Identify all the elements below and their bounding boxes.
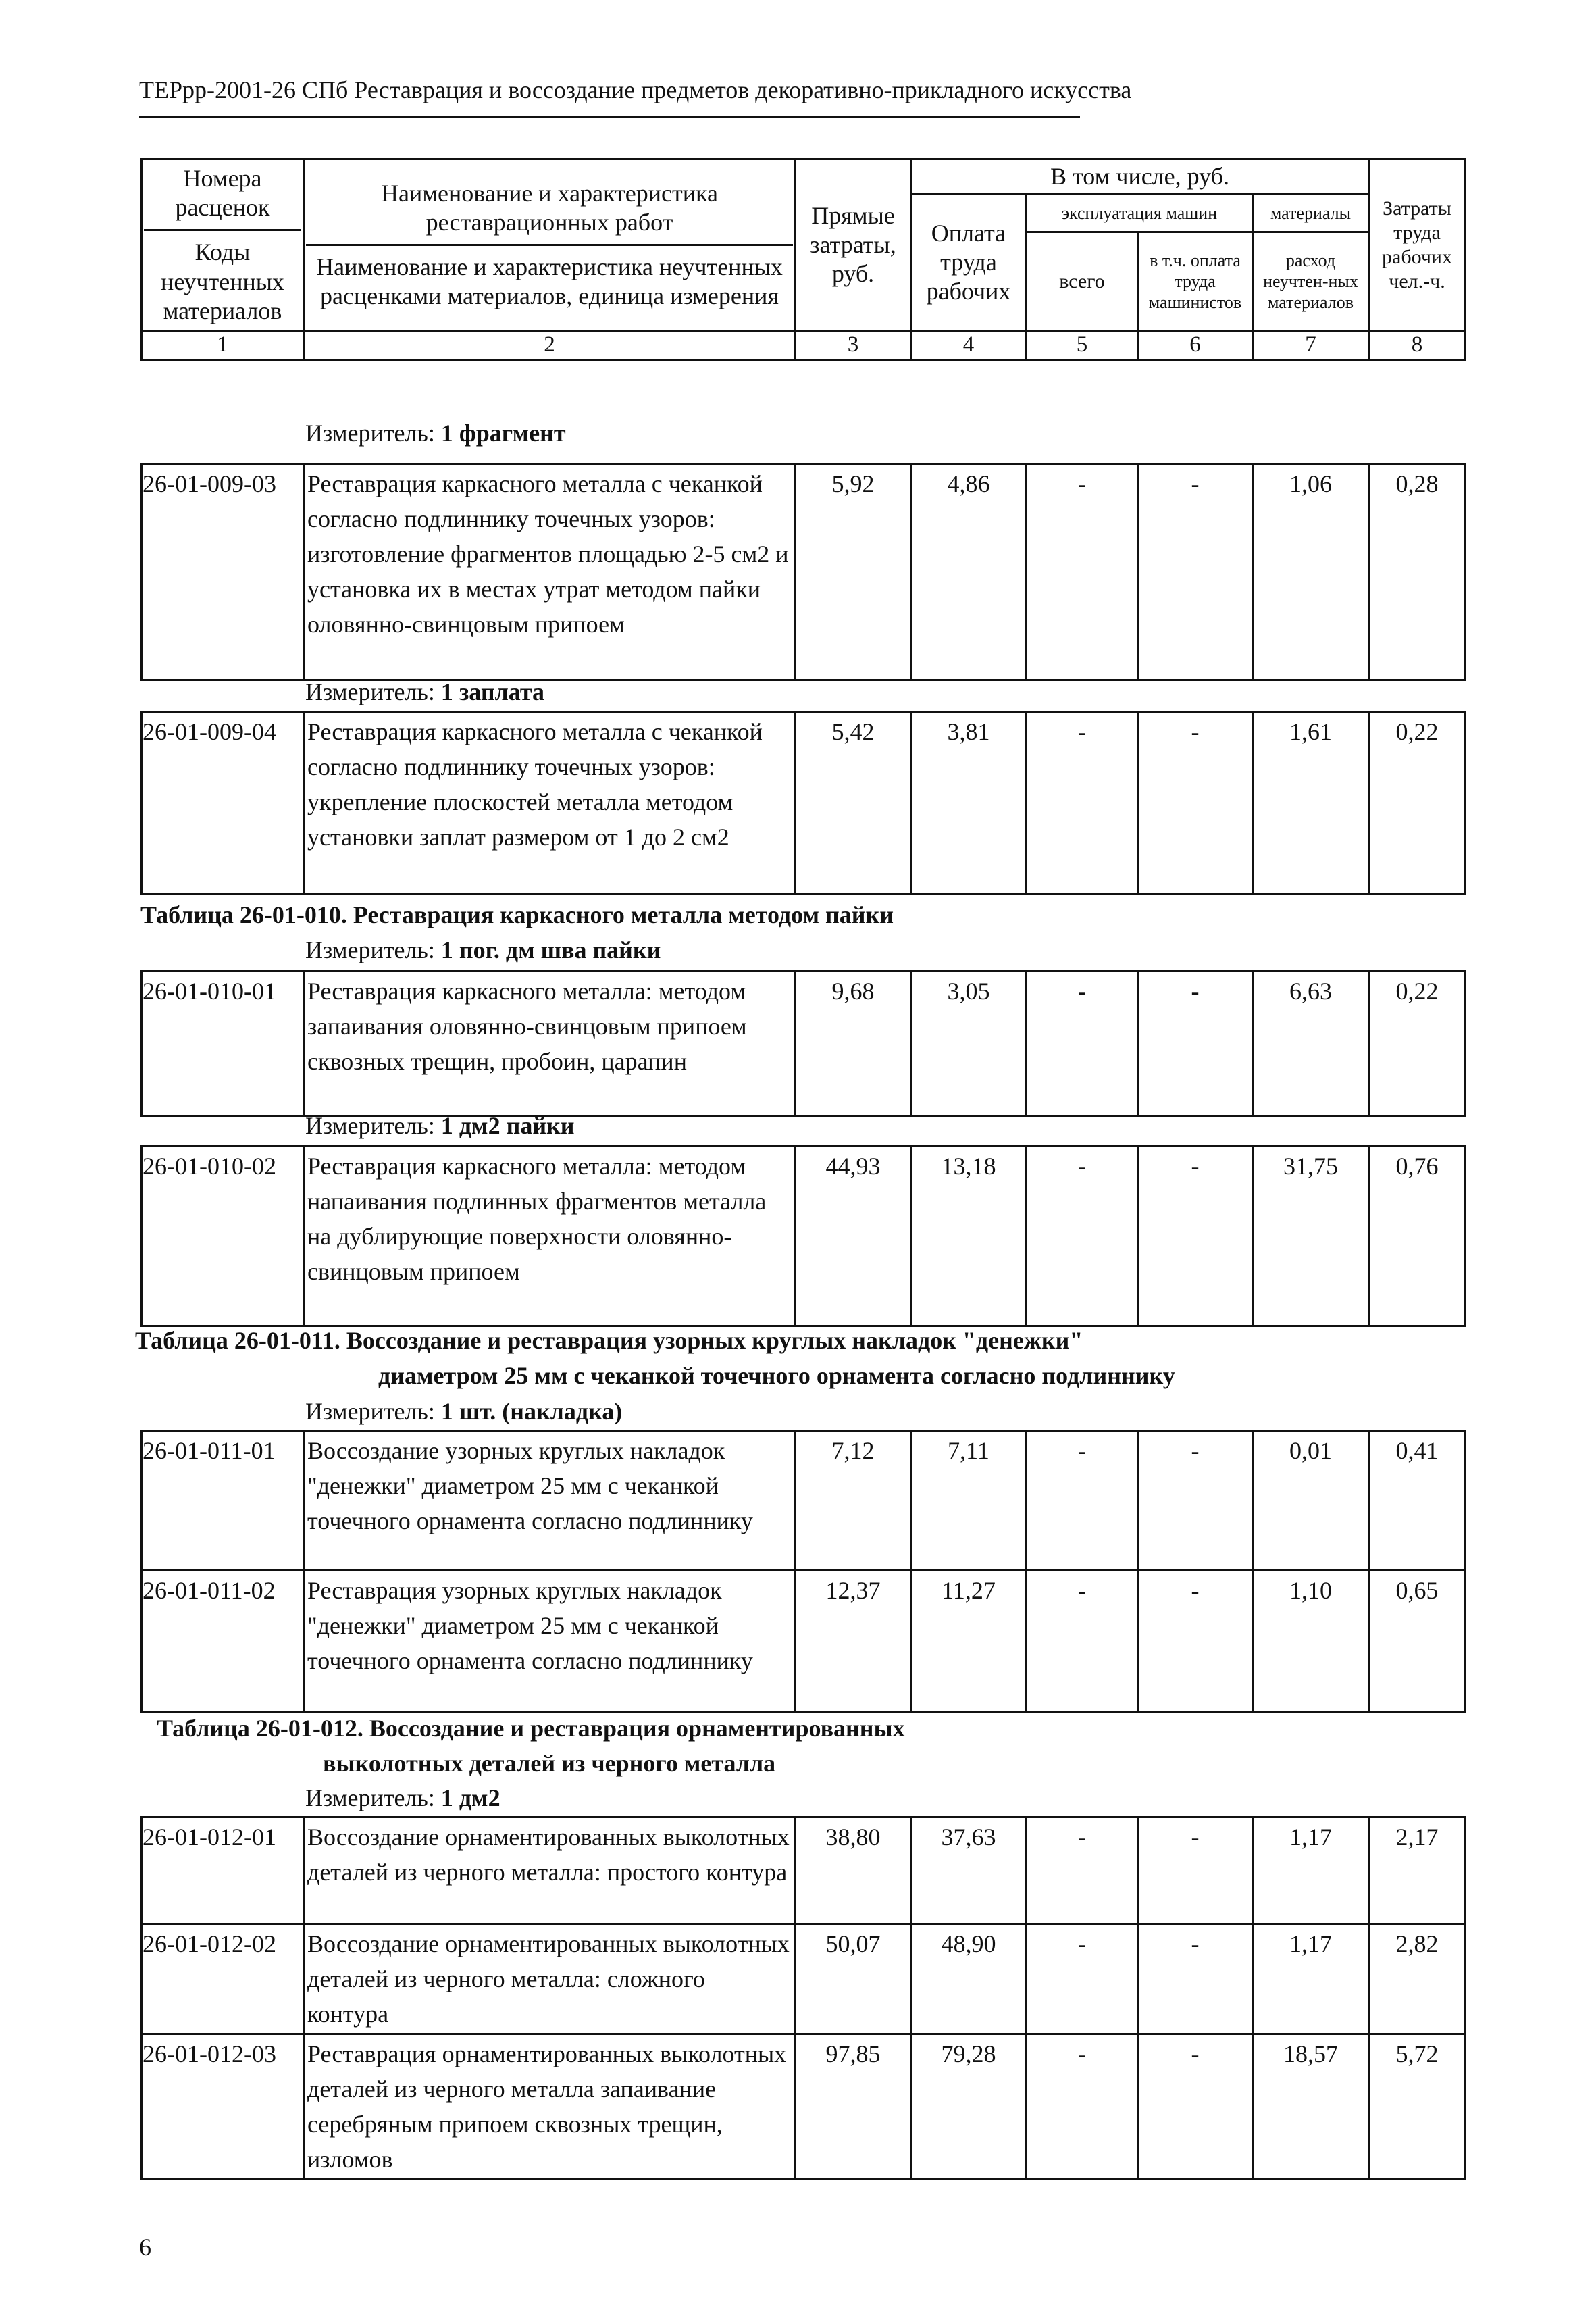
labor-hours-value: 0,76 xyxy=(1369,1147,1466,1326)
direct-costs-value: 7,12 xyxy=(796,1431,911,1571)
machines-total-value: - xyxy=(1027,1817,1138,1924)
machines-total-value: - xyxy=(1027,2034,1138,2180)
header-number-6: 6 xyxy=(1138,331,1253,360)
labor-pay-value: 79,28 xyxy=(911,2034,1027,2180)
direct-costs-value: 44,93 xyxy=(796,1147,911,1326)
rate-code: 26-01-011-02 xyxy=(142,1571,304,1713)
direct-costs-value: 97,85 xyxy=(796,2034,911,2180)
table-row xyxy=(142,2034,1466,2180)
table-row xyxy=(142,972,1466,1116)
labor-hours-value: 2,17 xyxy=(1369,1817,1466,1924)
table-row xyxy=(142,712,1466,895)
measure-label: Измеритель: xyxy=(305,1112,435,1139)
measure-label: Измеритель: xyxy=(305,1784,435,1811)
measure-label: Измеритель: xyxy=(305,678,435,705)
rate-code: 26-01-009-04 xyxy=(142,712,304,895)
rate-description: Воссоздание узорных круглых накладок "денежки" диаметром 25 мм с чеканкой точечного орнамента согласно подлиннику xyxy=(304,1431,796,1571)
rates-table xyxy=(140,1816,1466,2180)
table-caption-line2: диаметром 25 мм с чеканкой точечного орнамента согласно подлиннику xyxy=(378,1362,1175,1389)
labor-pay-value: 3,81 xyxy=(911,712,1027,895)
labor-hours-value: 2,82 xyxy=(1369,1924,1466,2034)
machines-total-value: - xyxy=(1027,712,1138,895)
rate-description: Реставрация каркасного металла с чеканкой согласно подлиннику точечных узоров: укрепление плоскостей металла методом установки заплат размером от 1 до 2 см2 xyxy=(304,712,796,895)
rates-table xyxy=(140,711,1466,895)
header-materials-usage: расход неучтен-ных материалов xyxy=(1253,232,1369,331)
machinist-pay-value: - xyxy=(1138,1924,1253,2034)
machines-total-value: - xyxy=(1027,464,1138,680)
header-group: В том числе, руб. xyxy=(911,159,1369,195)
header-rate-numbers xyxy=(142,159,304,331)
machines-total-value: - xyxy=(1027,1571,1138,1713)
labor-hours-value: 0,22 xyxy=(1369,972,1466,1116)
rate-description: Воссоздание орнаментированных выколотных деталей из черного металла: простого контура xyxy=(304,1817,796,1924)
measure-label: Измеритель: xyxy=(305,420,435,447)
table-caption: Таблица 26-01-010. Реставрация каркасного металла методом пайки xyxy=(140,901,894,928)
machinist-pay-value: - xyxy=(1138,972,1253,1116)
machinist-pay-value: - xyxy=(1138,1147,1253,1326)
labor-hours-value: 5,72 xyxy=(1369,2034,1466,2180)
rate-code: 26-01-012-02 xyxy=(142,1924,304,2034)
column-header-table xyxy=(140,158,1466,361)
labor-pay-value: 4,86 xyxy=(911,464,1027,680)
measure-label: Измеритель: xyxy=(305,1398,435,1425)
rate-code: 26-01-012-01 xyxy=(142,1817,304,1924)
measure-unit: 1 дм2 пайки xyxy=(440,1112,575,1139)
rates-table xyxy=(140,1430,1466,1713)
direct-costs-value: 38,80 xyxy=(796,1817,911,1924)
header-machines: эксплуатация машин xyxy=(1027,195,1253,232)
measure-line xyxy=(305,678,544,706)
labor-pay-value: 37,63 xyxy=(911,1817,1027,1924)
table-row xyxy=(142,1571,1466,1713)
rate-description: Воссоздание орнаментированных выколотных деталей из черного металла: сложного контура xyxy=(304,1924,796,2034)
labor-pay-value: 7,11 xyxy=(911,1431,1027,1571)
machinist-pay-value: - xyxy=(1138,1571,1253,1713)
header-col1-top: Номера расценок xyxy=(175,165,270,222)
table-caption-line1: Таблица 26-01-011. Воссоздание и реставрация узорных круглых накладок "денежки" xyxy=(135,1327,1083,1354)
table-caption-line1: Таблица 26-01-012. Воссоздание и реставрация орнаментированных xyxy=(157,1715,905,1742)
machinist-pay-value: - xyxy=(1138,2034,1253,2180)
measure-line xyxy=(305,1784,500,1812)
header-col2-top: Наименование и характеристика реставрационных работ xyxy=(381,179,718,236)
table-caption-line2: выколотных деталей из черного металла xyxy=(323,1750,776,1777)
machines-total-value: - xyxy=(1027,1431,1138,1571)
materials-value: 6,63 xyxy=(1253,972,1369,1116)
labor-hours-value: 0,65 xyxy=(1369,1571,1466,1713)
document-title: ТЕРрр-2001-26 СПб Реставрация и воссоздание предметов декоративно-прикладного искусства xyxy=(139,76,1132,103)
header-number-3: 3 xyxy=(796,331,911,360)
header-machines-total: всего xyxy=(1027,232,1138,331)
rate-code: 26-01-011-01 xyxy=(142,1431,304,1571)
labor-hours-value: 0,22 xyxy=(1369,712,1466,895)
direct-costs-value: 9,68 xyxy=(796,972,911,1116)
header-labor-pay: Оплата труда рабочих xyxy=(911,195,1027,331)
rate-description: Реставрация узорных круглых накладок "денежки" диаметром 25 мм с чеканкой точечного орнамента согласно подлиннику xyxy=(304,1571,796,1713)
table-row xyxy=(142,1431,1466,1571)
rate-description: Реставрация орнаментированных выколотных деталей из черного металла запаивание серебряным припоем сквозных трещин, изломов xyxy=(304,2034,796,2180)
materials-value: 1,17 xyxy=(1253,1924,1369,2034)
header-labor-hours: Затраты труда рабочих чел.-ч. xyxy=(1369,159,1466,331)
title-underline xyxy=(139,116,1080,118)
rates-table xyxy=(140,1145,1466,1327)
machines-total-value: - xyxy=(1027,1924,1138,2034)
materials-value: 18,57 xyxy=(1253,2034,1369,2180)
measure-line xyxy=(305,1111,575,1140)
materials-value: 1,06 xyxy=(1253,464,1369,680)
measure-unit: 1 дм2 xyxy=(440,1784,500,1811)
table-row xyxy=(142,1924,1466,2034)
measure-label: Измеритель: xyxy=(305,936,435,963)
measure-unit: 1 пог. дм шва пайки xyxy=(440,936,661,963)
table-row xyxy=(142,1147,1466,1326)
header-col1-bottom: Коды неучтенных материалов xyxy=(144,229,301,326)
header-col2-bottom: Наименование и характеристика неучтенных расценками материалов, единица измерения xyxy=(306,244,793,311)
machinist-pay-value: - xyxy=(1138,1431,1253,1571)
measure-line xyxy=(305,1397,622,1426)
header-direct-costs: Прямые затраты, руб. xyxy=(796,159,911,331)
labor-pay-value: 3,05 xyxy=(911,972,1027,1116)
direct-costs-value: 50,07 xyxy=(796,1924,911,2034)
header-work-name xyxy=(304,159,796,331)
machinist-pay-value: - xyxy=(1138,712,1253,895)
measure-line xyxy=(305,936,661,964)
labor-hours-value: 0,28 xyxy=(1369,464,1466,680)
direct-costs-value: 5,42 xyxy=(796,712,911,895)
table-row xyxy=(142,464,1466,680)
rate-code: 26-01-010-02 xyxy=(142,1147,304,1326)
materials-value: 31,75 xyxy=(1253,1147,1369,1326)
measure-line xyxy=(305,419,566,447)
header-number-4: 4 xyxy=(911,331,1027,360)
rate-description: Реставрация каркасного металла с чеканкой согласно подлиннику точечных узоров: изготовление фрагментов площадью 2-5 см2 и установка их в местах утрат методом пайки оловянно-свинцовым припоем xyxy=(304,464,796,680)
header-materials: материалы xyxy=(1253,195,1369,232)
materials-value: 1,10 xyxy=(1253,1571,1369,1713)
labor-pay-value: 11,27 xyxy=(911,1571,1027,1713)
direct-costs-value: 12,37 xyxy=(796,1571,911,1713)
labor-hours-value: 0,41 xyxy=(1369,1431,1466,1571)
rates-table xyxy=(140,970,1466,1117)
rate-description: Реставрация каркасного металла: методом запаивания оловянно-свинцовым припоем сквозных трещин, пробоин, царапин xyxy=(304,972,796,1116)
header-number-7: 7 xyxy=(1253,331,1369,360)
labor-pay-value: 48,90 xyxy=(911,1924,1027,2034)
measure-unit: 1 заплата xyxy=(440,678,544,705)
table-row xyxy=(142,1817,1466,1924)
rate-code: 26-01-010-01 xyxy=(142,972,304,1116)
rate-code: 26-01-009-03 xyxy=(142,464,304,680)
measure-unit: 1 шт. (накладка) xyxy=(440,1398,623,1425)
materials-value: 0,01 xyxy=(1253,1431,1369,1571)
header-number-1: 1 xyxy=(142,331,304,360)
materials-value: 1,17 xyxy=(1253,1817,1369,1924)
rate-description: Реставрация каркасного металла: методом напаивания подлинных фрагментов металла на дублирующие поверхности оловянно-свинцовым припоем xyxy=(304,1147,796,1326)
machines-total-value: - xyxy=(1027,972,1138,1116)
header-machinist-pay: в т.ч. оплата труда машинистов xyxy=(1138,232,1253,331)
machinist-pay-value: - xyxy=(1138,1817,1253,1924)
header-number-8: 8 xyxy=(1369,331,1466,360)
rate-code: 26-01-012-03 xyxy=(142,2034,304,2180)
machinist-pay-value: - xyxy=(1138,464,1253,680)
header-number-2: 2 xyxy=(304,331,796,360)
rates-table xyxy=(140,463,1466,681)
page-number: 6 xyxy=(139,2234,151,2261)
labor-pay-value: 13,18 xyxy=(911,1147,1027,1326)
machines-total-value: - xyxy=(1027,1147,1138,1326)
materials-value: 1,61 xyxy=(1253,712,1369,895)
measure-unit: 1 фрагмент xyxy=(440,420,566,447)
header-number-5: 5 xyxy=(1027,331,1138,360)
direct-costs-value: 5,92 xyxy=(796,464,911,680)
